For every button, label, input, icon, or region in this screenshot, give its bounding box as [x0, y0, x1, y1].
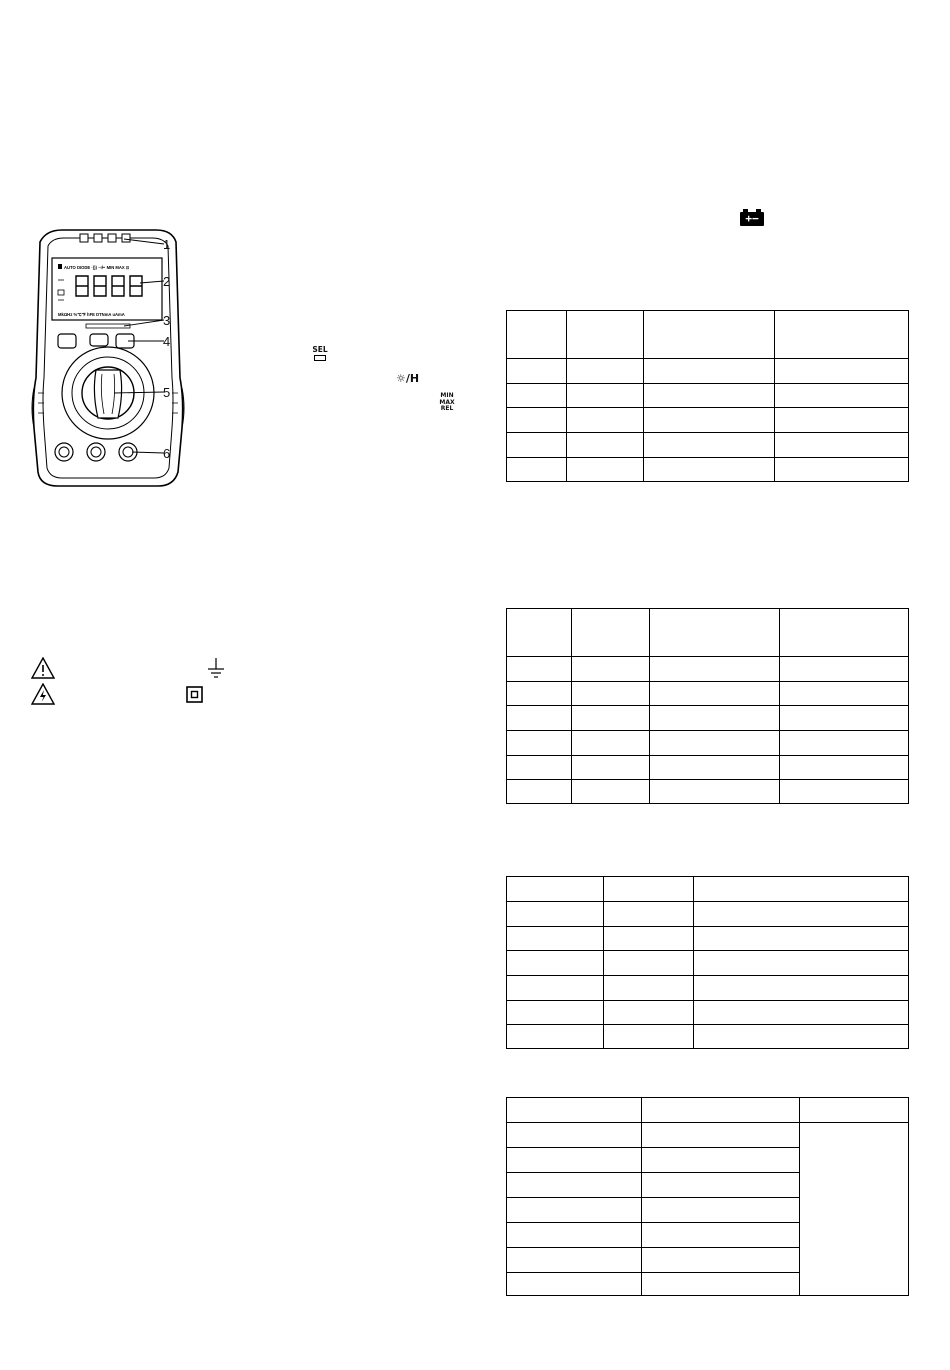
specification-table-2 — [506, 608, 909, 804]
table-cell — [694, 902, 909, 927]
table-cell — [775, 384, 909, 408]
table-cell — [567, 433, 644, 458]
table-cell — [507, 756, 572, 780]
table-row — [507, 780, 909, 804]
table-cell — [800, 1098, 909, 1123]
table-cell — [604, 1001, 694, 1025]
table-cell — [507, 408, 567, 433]
table-row — [507, 359, 909, 384]
table-row — [507, 458, 909, 482]
table-row — [507, 384, 909, 408]
table-cell — [572, 780, 650, 804]
table-row — [507, 311, 909, 359]
table-cell — [507, 384, 567, 408]
max-label: MAX — [439, 398, 455, 406]
callout-5: 5 — [163, 385, 171, 400]
ground-icon — [206, 657, 226, 679]
table-cell — [507, 1248, 642, 1273]
table-cell — [507, 976, 604, 1001]
table-cell — [642, 1273, 800, 1296]
callout-3: 3 — [163, 313, 171, 328]
table-cell — [775, 311, 909, 359]
table-cell — [507, 1001, 604, 1025]
table-row — [507, 657, 909, 682]
table-cell — [572, 609, 650, 657]
table-cell — [642, 1123, 800, 1148]
table-row — [507, 433, 909, 458]
table-cell — [507, 1273, 642, 1296]
table-cell — [567, 311, 644, 359]
table-cell — [572, 706, 650, 731]
specification-table-4 — [506, 1097, 909, 1296]
table-cell — [642, 1098, 800, 1123]
table-cell — [507, 877, 604, 902]
table-cell — [694, 877, 909, 902]
table-cell — [507, 682, 572, 706]
table-cell — [780, 706, 909, 731]
table-cell — [604, 877, 694, 902]
min-max-rel-symbol — [436, 393, 458, 413]
select-button[interactable] — [58, 334, 76, 348]
callout-4: 4 — [163, 334, 171, 349]
table-cell — [775, 359, 909, 384]
table-row — [507, 1001, 909, 1025]
battery-outline-icon — [314, 355, 326, 361]
table-cell — [507, 1198, 642, 1223]
table-cell — [780, 657, 909, 682]
sel-label: SEL — [312, 345, 328, 354]
table-cell — [507, 1025, 604, 1049]
table-cell — [507, 433, 567, 458]
table-cell — [507, 706, 572, 731]
table-cell — [775, 433, 909, 458]
table-cell — [507, 780, 572, 804]
warning-triangle-icon — [31, 657, 55, 679]
table-cell — [507, 1223, 642, 1248]
table-cell — [567, 408, 644, 433]
table-cell — [644, 311, 775, 359]
table-row — [507, 706, 909, 731]
table-cell — [507, 731, 572, 756]
table-row — [507, 682, 909, 706]
table-cell — [694, 1025, 909, 1049]
table-row — [507, 877, 909, 902]
table-cell — [775, 408, 909, 433]
table-cell — [650, 609, 780, 657]
table-row — [507, 408, 909, 433]
table-cell — [507, 1173, 642, 1198]
table-cell — [507, 902, 604, 927]
table-row — [507, 756, 909, 780]
specification-table-1 — [506, 310, 909, 482]
table-cell — [780, 682, 909, 706]
table-cell — [567, 458, 644, 482]
table-cell — [644, 408, 775, 433]
battery-icon: +− — [740, 212, 764, 226]
rel-label: REL — [440, 405, 454, 412]
table-cell — [567, 359, 644, 384]
table-cell — [694, 1001, 909, 1025]
table-cell — [604, 976, 694, 1001]
table-cell — [780, 756, 909, 780]
table-cell — [694, 951, 909, 976]
table-cell — [507, 927, 604, 951]
sel-symbol — [310, 345, 330, 361]
backlight-hold-symbol: ☼/H — [396, 372, 420, 385]
table-cell — [650, 731, 780, 756]
table-cell — [507, 458, 567, 482]
table-cell — [800, 1123, 909, 1296]
table-cell — [604, 927, 694, 951]
lcd-top-indicators: AUTO DIODE ·))) ⊣⊢ MIN MAX ⊡ — [64, 265, 130, 270]
table-cell — [604, 951, 694, 976]
table-cell — [642, 1223, 800, 1248]
table-cell — [507, 657, 572, 682]
table-cell — [650, 780, 780, 804]
table-row — [507, 1025, 909, 1049]
table-cell — [780, 731, 909, 756]
specification-table-3 — [506, 876, 909, 1049]
table-cell — [507, 1098, 642, 1123]
high-voltage-warning-icon — [31, 683, 55, 705]
table-cell — [644, 359, 775, 384]
table-cell — [507, 359, 567, 384]
table-cell — [644, 384, 775, 408]
double-insulation-icon — [186, 686, 204, 704]
table-cell — [572, 682, 650, 706]
table-cell — [507, 951, 604, 976]
table-row — [507, 731, 909, 756]
table-cell — [650, 756, 780, 780]
lcd-bottom-indicators: MkΩHz %℃℉ hFE DTNmA uAmA — [58, 312, 125, 317]
table-cell — [780, 780, 909, 804]
callout-6: 6 — [163, 446, 171, 461]
table-cell — [650, 706, 780, 731]
table-cell — [780, 609, 909, 657]
table-row — [507, 976, 909, 1001]
table-cell — [567, 384, 644, 408]
table-cell — [642, 1173, 800, 1198]
table-cell — [694, 976, 909, 1001]
table-cell — [604, 902, 694, 927]
table-cell — [642, 1248, 800, 1273]
table-cell — [642, 1198, 800, 1223]
table-cell — [507, 609, 572, 657]
table-cell — [507, 1123, 642, 1148]
table-cell — [644, 458, 775, 482]
table-cell — [650, 682, 780, 706]
table-row — [507, 927, 909, 951]
table-cell — [572, 657, 650, 682]
table-cell — [775, 458, 909, 482]
min-label: MIN — [440, 392, 454, 399]
table-cell — [507, 311, 567, 359]
callout-2: 2 — [163, 274, 171, 289]
table-cell — [642, 1148, 800, 1173]
table-cell — [644, 433, 775, 458]
backlight-hold-button[interactable] — [90, 334, 108, 346]
table-cell — [572, 756, 650, 780]
table-row — [507, 951, 909, 976]
table-cell — [572, 731, 650, 756]
table-row — [507, 902, 909, 927]
table-cell — [604, 1025, 694, 1049]
table-cell — [650, 657, 780, 682]
callout-1: 1 — [163, 237, 171, 252]
table-cell — [694, 927, 909, 951]
table-row — [507, 609, 909, 657]
table-cell — [507, 1148, 642, 1173]
